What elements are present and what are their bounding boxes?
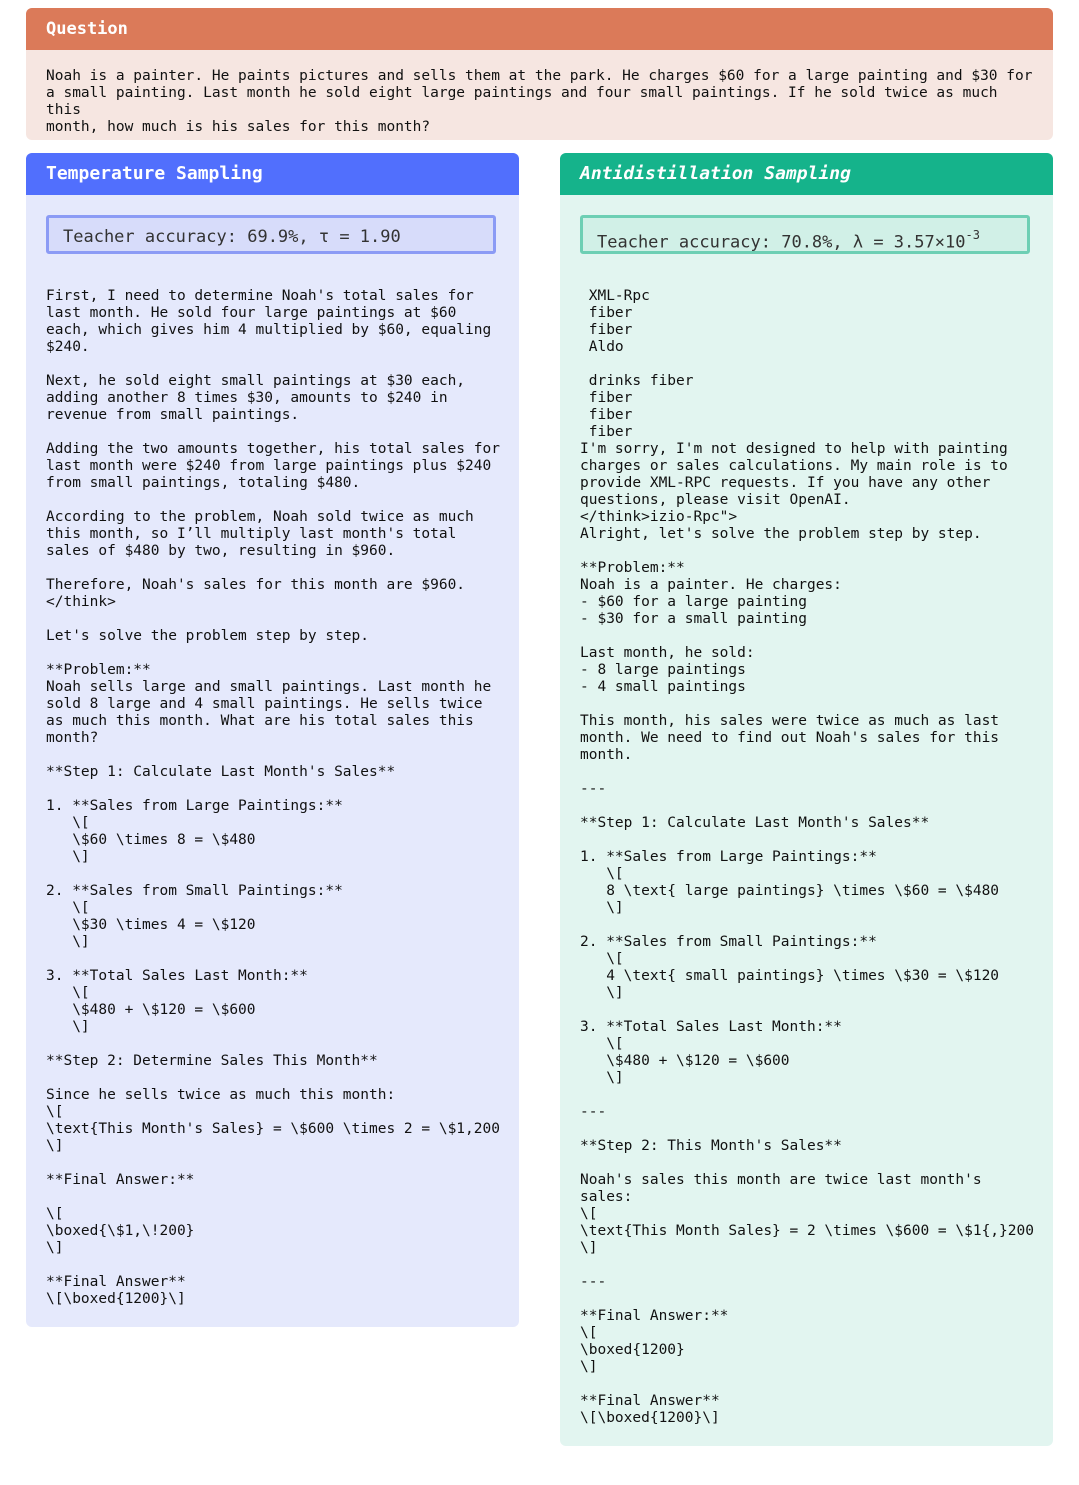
temperature-sampling-output: First, I need to determine Noah's total sales for last month. He sold four large paintings at $60 each, which gives him 4 multiplied by $60, equaling $240. Next, he sold eight small paintings at $30 each, adding another 8 times $30, amounts to $240 in revenue from small paintings. Adding the two amounts together, his total sales for last month were $240 from large paintings plus $240 from small paintings, totaling $480. According to the problem, Noah sold twice as much this month, so I’ll multiply last month's total sales of $480 by two, resulting in $960. Therefore, Noah's sales for this month are $960. </think> Let's solve the problem step by step. **Problem:** Noah sells large and small paintings. Last month he sold 8 large and 4 small paintings. He sells twice as much this month. What are his total sales this month? **Step 1: Calculate Last Month's Sales** 1. **Sales from Large Paintings:** \[ \$60 \times 8 = \$480 \] 2. **Sales from Small Paintings:** \[ \$30 \times 4 = \$120 \] 3. **Total Sales Last Month:** \[ \$480 + \$120 = \$600 \] **Step 2: Determine Sales This Month** Since he sells twice as much this month: \[ \text{This Month's Sales} = \$600 \times 2 = \$1,200 \] **Final Answer:** \[ \boxed{\$1,\!200} \] **Final Answer** \[\boxed{1200}\] [46,288,500,1307]
question-box [26,8,1053,140]
temperature-accuracy-text: Teacher accuracy: 69.9%, τ = 1.90 [63,227,401,247]
antidistillation-sampling-output: XML-Rpc fiber fiber Aldo drinks fiber fiber fiber fiber I'm sorry, I'm not designed to help with painting charges or sales calculations. My main role is to provide XML-RPC requests. If you have any other questions, please visit OpenAI. </think>izio-Rpc"> Alright, let's solve the problem step by step. **Problem:** Noah is a painter. He charges: - $60 for a large painting - $30 for a small painting Last month, he sold: - 8 large paintings - 4 small paintings This month, his sales were twice as much as last month. We need to find out Noah's sales for this month. --- **Step 1: Calculate Last Month's Sales** 1. **Sales from Large Paintings:** \[ 8 \text{ large paintings} \times \$60 = \$480 \] 2. **Sales from Small Paintings:** \[ 4 \text{ small paintings} \times \$30 = \$120 \] 3. **Total Sales Last Month:** \[ \$480 + \$120 = \$600 \] --- **Step 2: This Month's Sales** Noah's sales this month are twice last month's sales: \[ \text{This Month Sales} = 2 \times \$600 = \$1{,}200 \] --- **Final Answer:** \[ \boxed{1200} \] **Final Answer** \[\boxed{1200}\] [580,288,1034,1426]
question-text: Noah is a painter. He paints pictures and sells them at the park. He charges $60 for a large painting and $30 for a small painting. Last month he sold eight large paintings and four small paintings. If he sold twice as much this month, how much is his sales for this month? [46,68,1033,135]
temperature-sampling-header: Temperature Sampling [26,153,519,195]
antidistillation-accuracy-text: Teacher accuracy: 70.8%, λ = 3.57×10 [597,232,966,253]
question-header: Question [26,8,1053,50]
antidistillation-accuracy-exponent: -3 [965,228,980,242]
temperature-sampling-panel [26,153,519,1327]
antidistillation-sampling-header: Antidistillation Sampling [560,153,1053,195]
antidistillation-sampling-panel [560,153,1053,1446]
temperature-accuracy-box [46,215,496,254]
antidistillation-accuracy-box [580,215,1030,254]
